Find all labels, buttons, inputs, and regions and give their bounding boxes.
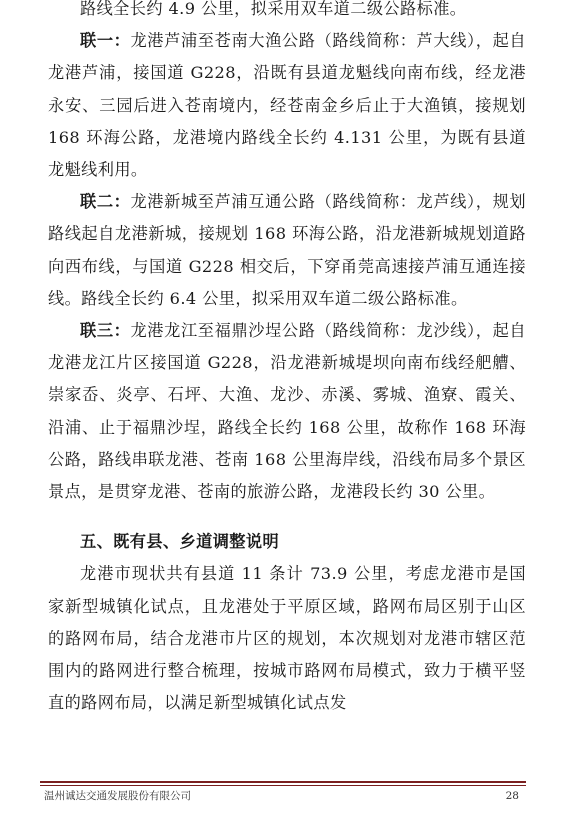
link-two-text: 龙港新城至芦浦互通公路（路线简称：龙芦线），规划路线起自龙港新城，接规划 168 环海公路，沿龙港新城规划道路向西布线，与国道 G228 相交后，下穿甬莞高速接芦浦互通连接线。路线全长约 6.4 公里，拟采用双车道二级公路标准。 bbox=[48, 192, 526, 308]
section-heading: 五、既有县、乡道调整说明 bbox=[80, 532, 280, 552]
link-one-label: 联一： bbox=[80, 31, 131, 51]
paragraph-link-two bbox=[48, 186, 526, 315]
link-one-text: 龙港芦浦至苍南大渔公路（路线简称：芦大线），起自龙港芦浦，接国道 G228，沿既有县道龙魁线向南布线，经龙港永安、三园后进入苍南境内，经苍南金乡后止于大渔镇，接规划 168 环海公路，龙港境内路线全长约 4.131 公里，为既有县道龙魁线利用。 bbox=[48, 31, 526, 180]
footer-company: 温州诚达交通发展股份有限公司 bbox=[44, 790, 191, 802]
page-number: 28 bbox=[505, 790, 519, 802]
body-text bbox=[48, 0, 526, 719]
link-three-text: 龙港龙江至福鼎沙埕公路（路线简称：龙沙线），起自龙港龙江片区接国道 G228，沿龙港新城堤坝向南布线经舥艚、崇家岙、炎亭、石坪、大渔、龙沙、赤溪、雾城、渔寮、霞关、沿浦、止于福鼎沙埕，路线全长约 168 公里，故称作 168 环海公路，路线串联龙港、苍南 168 公里海岸线，沿线布局多个景区景点，是贯穿龙港、苍南的旅游公路，龙港段长约 30 公里。 bbox=[48, 321, 526, 502]
footer-divider-thin bbox=[40, 785, 526, 786]
paragraph-route-length: 路线全长约 4.9 公里，拟采用双车道二级公路标准。 bbox=[80, 0, 467, 18]
link-three-label: 联三： bbox=[80, 321, 131, 341]
footer-divider-thick bbox=[40, 781, 526, 783]
paragraph-link-three bbox=[48, 315, 526, 508]
paragraph-link-one bbox=[48, 25, 526, 186]
paragraph-county-roads: 龙港市现状共有县道 11 条计 73.9 公里，考虑龙港市是国家新型城镇化试点，且龙港处于平原区域，路网布局区别于山区的路网布局，结合龙港市片区的规划，本次规划对龙港市辖区范围内的路网进行整合梳理，按城市路网布局模式，致力于横平竖直的路网布局，以满足新型城镇化试点发 bbox=[48, 564, 526, 713]
link-two-label: 联二： bbox=[80, 192, 131, 212]
